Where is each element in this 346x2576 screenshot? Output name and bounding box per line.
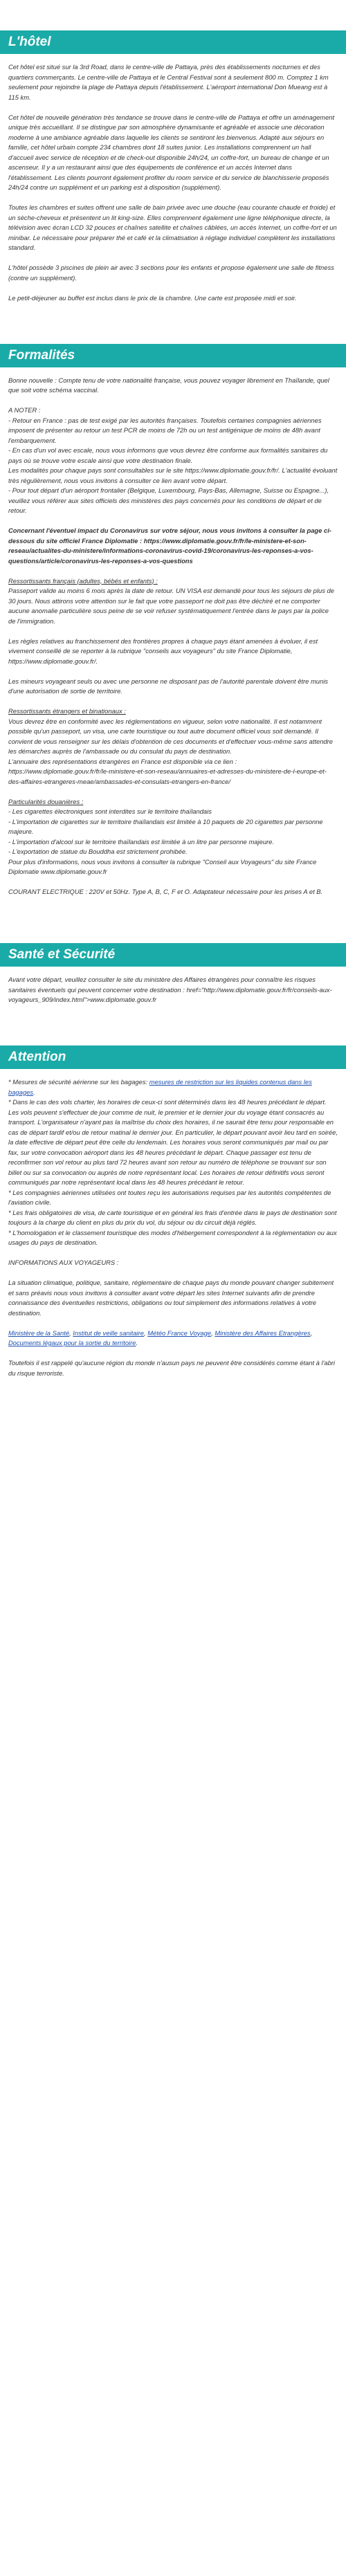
charter-flights-text: * Dans le cas des vols charter, les horaires de ceux-ci sont déterminés dans les 48 heures précédant le départ. Les vols peuvent s'effectuer de jour comme de nuit, le premier et le dernier jour du voyage étant consacrés au transport. L'organisateur n'ayant pas la maîtrise du choix des horaires, il ne saurait être tenu pour responsable en cas de départ tardif et/ou de retour matinal le dernier jour. En particulier, le départ pouvant avoir lieu tard en soirée, la date effective de départ peut être celle du lendemain. Les horaires vous seront communiqués par mail ou par fax, sur votre convocation aéroport dans les 48 heures précédant le départ. Chaque passager est tenu de reconfirmer son vol retour au plus tard 72 heures avant son retour au numéro de téléphone se trouvant sur son billet ou sur sa convocation ou auprès de notre représentant local. Les horaires de retour définitifs vous seront communiqués par notre représentant local dans les 48 heures précédant le retour. [8, 1098, 338, 1186]
section-sante [0, 943, 346, 1021]
section-hotel [0, 30, 346, 319]
section-title-formalites: Formalités [0, 344, 346, 367]
embassy-directory-text: L'annuaire des représentations étrangères en France est disponible via ce lien : https://www.diplomatie.gouv.fr/fr/le-ministere-et-son-reseau/annuaires-et-adresses-du-ministere-de-l-europe-et-des-affaires-etrangeres-meae/ambassades-et-consulats-etrangers-en-france/ [8, 757, 327, 785]
luggage-security-suffix: . [33, 1088, 35, 1096]
section-body-sante [0, 967, 346, 1021]
section-title-sante: Santé et Sécurité [0, 943, 346, 967]
hotel-pools-paragraph: L'hôtel possède 3 piscines de plein air avec 3 sections pour les enfants et propose également une salle de fitness (contre un supplément). [8, 264, 334, 282]
accommodation-rating-text: * L'homologation et le classement touristique des modes d'hébergement correspondent à la réglementation ou aux usages du pays de destination. [8, 1228, 337, 1246]
hotel-description-paragraph: Cet hôtel de nouvelle génération très tendance se trouve dans le centre-ville de Pattaya et offre un aménagement unique très accueillant. Il se distingue par son atmosphère dynamisante et agréable et associe une décoration moderne à une ambiance agréable dans laquelle les clients se sentiront les bienvenus. Adapté aux séjours en famille, cet hôtel urbain compte 234 chambres dont 18 suites junior. Les installations comprennent un hall d'accueil avec service de réception et de check-out disponible 24h/24, un coffre-fort, un bureau de change et un ascenseur. Il y a un restaurant ainsi que des équipements de conférence et un accès Internet dans l'établissement. Les clients pourront également profiter du room service et du service de blanchisserie proposés 24h/24 contre un supplément et un parking est à disposition (supplément). [8, 113, 335, 191]
note-title: A NOTER : [8, 406, 41, 414]
hotel-rooms-paragraph: Toutes les chambres et suites offrent une salle de bain privée avec une douche (eau courante chaude et froide) et un sèche-cheveux et présentent un lit king-size. Elles comprennent également une ligne téléphonique directe, la télévision avec écran LCD 32 pouces et chaînes satellite et chaînes câblées, un accès Internet, un coffre-fort et un minibar. Le nécessaire pour préparer thé et café et la climatisation à réglage individuel complètent les installations standard. [8, 203, 337, 251]
link-veille-sanitaire[interactable]: Institut de veille sanitaire [73, 1328, 144, 1337]
section-body-hotel [0, 54, 346, 319]
border-rules-text: Les règles relatives au franchissement des frontières propres à chaque pays étant amenées à évoluer, il est vivement conseillé de se reporter à la rubrique "conseils aux voyageurs" du site France Diplomatie, https://www.diplomatie.gouv.fr/. [8, 637, 318, 665]
note-border-airport: - Pour tout départ d'un aéroport frontalier (Belgique, Luxembourg, Pays-Bas, Allemagne, Suisse ou Espagne...), veuillez vous référer aux sites officiels des ministères des pays concernés pour les conditions de départ et de retour. [8, 486, 329, 514]
foreign-nationals-text: Vous devrez être en conformité avec les réglementations en vigueur, selon votre nationalité. Il est notamment possible qu'un passeport, un visa, une carte touristique ou tout autre document officiel vous soit demandé. Il convient de vous renseigner sur les délais d'obtention de ces documents et d'effectuer vous-même sans attendre les démarches auprès de l'ambassade ou du consulat du pays de destination. [8, 717, 333, 755]
useful-links: Ministère de la Santé, Institut de veille sanitaire, Météo France Voyage, Ministère des Affaires Etrangères, Documents légaux pour la sortie du territoire. [8, 1328, 313, 1346]
luggage-security-text [8, 1077, 338, 1097]
section-formalites [0, 344, 346, 913]
covid-notice: Concernant l'éventuel impact du Coronavirus sur votre séjour, nous vous invitons à consulter la page ci-dessous du site officiel France Diplomatie : https://www.diplomatie.gouv.fr/fr/le-ministere-et-son-reseau/actualites-du-ministere/informations-coronavirus-covid-19/coronavirus-les-reponses-a-vos-questions/article/coronavirus-les-reponses-a-vos-questions [8, 527, 331, 565]
foreign-nationals-heading: Ressortissants étrangers et binationaux : [8, 707, 126, 715]
section-attention [0, 1045, 346, 1394]
french-nationals-heading: Ressortissants français (adultes, bébés et enfants) : [8, 576, 158, 585]
customs-item: - L'exportation de statue du Bouddha est strictement prohibée. [8, 848, 188, 855]
note-return-france: - Retour en France : pas de test exigé par les autorités françaises. Toutefois certaines compagnies aériennes imposent de présenter au retour un test PCR de moins de 72h ou un test antigénique de moins de 48h avant l'embarquement. [8, 416, 322, 444]
sante-text: Avant votre départ, veuillez consulter le site du ministère des Affaires étrangères pour connaître les risques sanitaires éventuels qui peuvent concerner votre destination : href="http://www.diplomatie.gouv.fr/fr/conseils-aux-voyageurs_909/index.html">www.diplomatie.gouv.fr [8, 976, 332, 1003]
note-stopover: - En cas d'un vol avec escale, nous vous informons que vous devrez être conforme aux formalités sanitaires du pays où se trouve votre escale ainsi que votre destination finale. [8, 446, 328, 464]
travellers-info-title: INFORMATIONS AUX VOYAGEURS : [8, 1259, 119, 1266]
formalites-intro: Bonne nouvelle : Compte tenu de votre nationalité française, vous pouvez voyager librement en Thaïlande, quel que soit votre schéma vaccinal. [8, 376, 329, 394]
note-block [8, 405, 338, 516]
page [0, 30, 346, 1394]
french-nationals-block [8, 576, 338, 627]
customs-item: - Les cigarettes électroniques sont interdites sur le territoire thaïlandais [8, 807, 212, 815]
foreign-nationals-block [8, 706, 338, 787]
section-title-attention: Attention [0, 1045, 346, 1069]
customs-item: - L'importation de cigarettes sur le territoire thaïlandais est limitée à 10 paquets de 20 cigarettes par personne majeure. [8, 817, 323, 835]
liquids-restriction-link[interactable]: mesures de restriction sur les liquides contenus dans les bagages [8, 1078, 312, 1096]
link-affaires-etrangeres[interactable]: Ministère des Affaires Etrangères [215, 1328, 311, 1337]
link-sortie-territoire[interactable]: Documents légaux pour la sortie du territoire [8, 1339, 136, 1346]
section-title-hotel: L'hôtel [0, 30, 346, 54]
hotel-breakfast-paragraph: Le petit-déjeuner au buffet est inclus dans le prix de la chambre. Une carte est proposée midi et soir. [8, 293, 297, 302]
visa-fees-text: * Les frais obligatoires de visa, de carte touristique et en général les frais d'entrée dans le pays de destination sont toujours à la charge du client en plus du prix du vol, du séjour ou du circuit déjà réglés. [8, 1208, 337, 1226]
link-meteo-france[interactable]: Météo France Voyage [147, 1328, 212, 1337]
customs-more-info: Pour plus d'informations, nous vous invitons à consulter la rubrique "Conseil aux Voyageurs" du site France Diplomatie www.diplomatie.gouv.fr [8, 857, 317, 875]
airlines-authorization-text: * Les compagnies aériennes utilisées ont toutes reçu les autorisations requises par les autorités compétentes de l'aviation civile. [8, 1188, 331, 1206]
minors-text: Les mineurs voyageant seuls ou avec une personne ne disposant pas de l'autorité parentale doivent être munis d'une autorisation de sortie de territoire. [8, 677, 328, 695]
terrorism-notice: Toutefois il est rappelé qu'aucune région du monde n'ausun pays ne peuvent être considérés comme étant à l'abri du risque terroriste. [8, 1359, 335, 1377]
section-body-attention [0, 1069, 346, 1394]
customs-item: - L'importation d'alcool sur le territoire thaïlandais est limitée à un litre par personne majeure. [8, 837, 274, 846]
french-nationals-text: Passeport valide au moins 6 mois après la date de retour. UN VISA est demandé pour tous les séjours de plus de 30 jours. Nous attirons votre attention sur le fait que votre passeport ne doit pas être déchiré et ne comporter aucune anomalie particulière sous peine de se voir refuser systématiquement l'entrée dans le pays par la police de l'immigration. [8, 587, 334, 625]
note-modalities: Les modalités pour chaque pays sont consultables sur le site https://www.diplomatie.gouv.fr/fr/. L'actualité évoluant très régulièrement, nous vous invitons à consulter ce lien avant votre départ. [8, 466, 338, 484]
section-body-formalites [0, 367, 346, 913]
customs-block [8, 797, 338, 877]
luggage-security-prefix: * Mesures de sécurité aérienne sur les bagages: [8, 1078, 149, 1086]
travellers-info-text: La situation climatique, politique, sanitaire, réglementaire de chaque pays du monde pouvant changer subitement et sans préavis nous vous invitons à consulter avant votre départ les sites Internet suivants afin de prendre connaissance des éventuelles restrictions, obligations ou tout simplement des informations relatives à votre destination. [8, 1279, 334, 1317]
link-ministere-sante[interactable]: Ministère de la Santé [8, 1328, 70, 1337]
electric-current-text: COURANT ELECTRIQUE : 220V et 50Hz. Type A, B, C, F et O. Adaptateur nécessaire pour les prises A et B. [8, 888, 323, 895]
hotel-location-paragraph: Cet hôtel est situé sur la 3rd Road, dans le centre-ville de Pattaya, près des établissements nocturnes et des quartiers commerçants. Le centre-ville de Pattaya et le Central Festival sont à seulement 800 m. Comptez 1 km seulement pour rejoindre la plage de Pattaya depuis l'établissement. L'aéroport international Don Mueang est à 115 km. [8, 63, 329, 101]
customs-heading: Particularités douanières : [8, 797, 84, 805]
